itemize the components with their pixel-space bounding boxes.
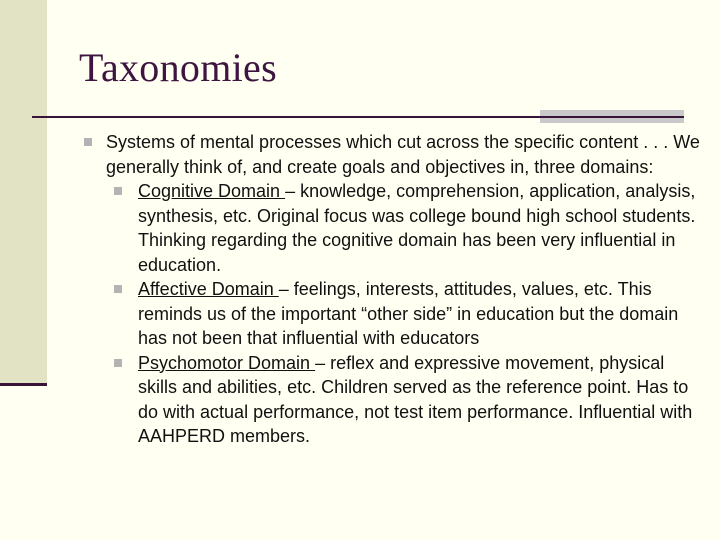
slide-title: Taxonomies [79, 45, 277, 90]
bullet-main [84, 130, 704, 179]
slide-body [84, 130, 704, 449]
left-decorative-bar [0, 0, 47, 383]
title-divider [32, 116, 684, 118]
affective-domain-text: – feelings, interests, attitudes, values, etc. This reminds us of the important “other side” in education but the domain has not been that influential with educators [138, 279, 679, 348]
term-affective-domain: Affective Domain [138, 279, 279, 299]
bullet-psychomotor-domain [106, 351, 704, 449]
square-bullet-icon [114, 285, 122, 293]
cognitive-domain-text: – knowledge, comprehension, application, analysis, synthesis, etc. Original focus was college bound high school students. Thinking regarding the cognitive domain has been very influential in education. [138, 181, 696, 275]
bullet-main-text: Systems of mental processes which cut across the specific content . . . We generally think of, and create goals and objectives in, three domains: [106, 132, 700, 177]
square-bullet-icon [114, 359, 122, 367]
left-bar-edge-line [0, 383, 47, 386]
term-cognitive-domain: Cognitive Domain [138, 181, 286, 201]
bullet-affective-domain [106, 277, 704, 351]
bullet-cognitive-domain [106, 179, 704, 277]
square-bullet-icon [84, 138, 92, 146]
term-psychomotor-domain: Psychomotor Domain [138, 352, 316, 373]
square-bullet-icon [114, 187, 122, 195]
psychomotor-domain-text: – reflex and expressive movement, physical skills and abilities, etc. Children served as the reference point. Has to do with actual performance, not test item performance. Influential with AAHPERD members. [138, 352, 693, 446]
